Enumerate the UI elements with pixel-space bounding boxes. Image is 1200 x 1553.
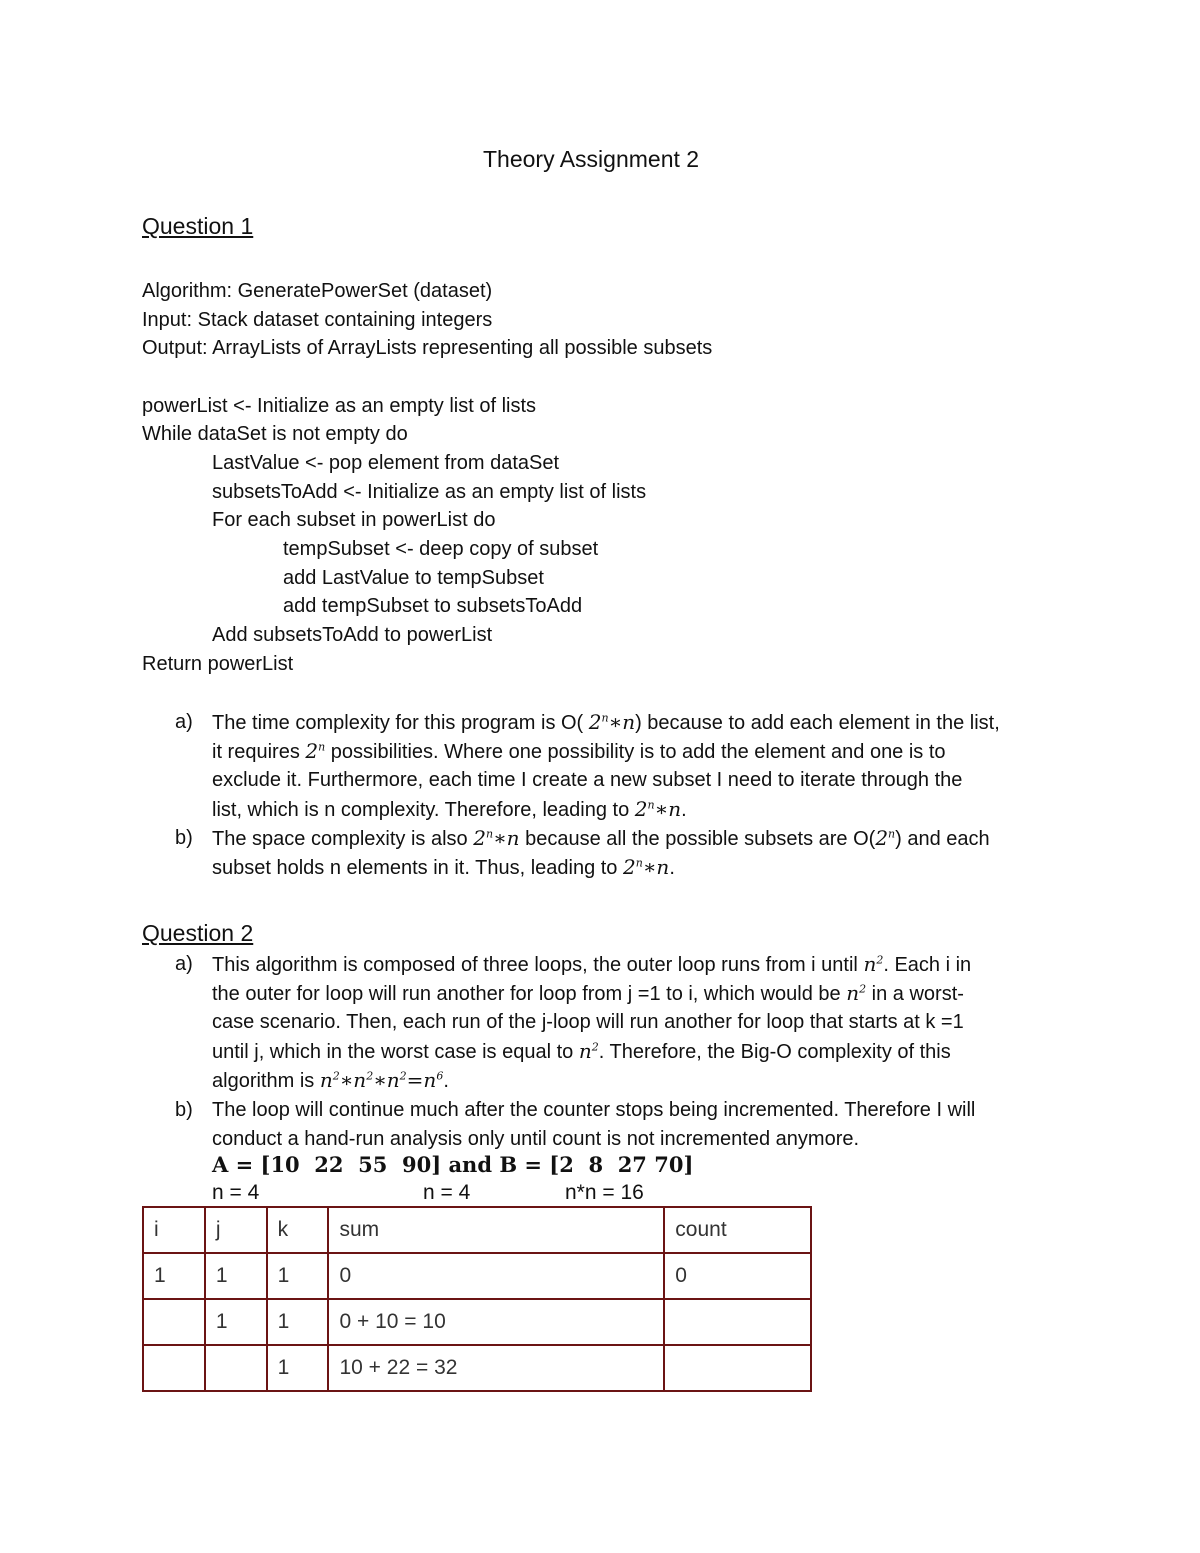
document-title: Theory Assignment 2 <box>483 146 700 172</box>
table-cell: 1 <box>267 1345 329 1391</box>
table-cell <box>664 1299 811 1345</box>
q2-answer-a-line: This algorithm is composed of three loops, the outer loop runs from i until $n^2$. Each i in <box>212 952 972 976</box>
q1-answer-a-line: list, which is n complexity. Therefore, leading to 2$^n$∗n. <box>212 797 687 821</box>
pseudocode-line: add tempSubset to subsetsToAdd <box>283 595 583 617</box>
table-header-cell: i <box>143 1207 205 1253</box>
q1-answer-a-line: exclude it. Furthermore, each time I create a new subset I need to iterate through the <box>212 769 963 791</box>
table-row <box>143 1253 811 1299</box>
table-cell: 1 <box>205 1299 267 1345</box>
pseudocode-line: subsetsToAdd <- Initialize as an empty list of lists <box>212 481 647 503</box>
arrays-definition: A = [10 22 55 90] and B = [2 8 27 70] <box>212 1152 694 1177</box>
q1-answer-a-line: it requires 2$^n$ possibilities. Where one possibility is to add the element and one is to <box>212 739 946 763</box>
algorithm-line <box>142 277 492 305</box>
input-label: Input: <box>142 309 193 331</box>
list-marker: b) <box>175 827 193 849</box>
table-cell <box>143 1345 205 1391</box>
n-squared-value: n*n = 16 <box>565 1181 644 1204</box>
table-cell <box>205 1345 267 1391</box>
n-value-b: n = 4 <box>423 1181 471 1204</box>
q2-answer-b-line: The loop will continue much after the counter stops being incremented. Therefore I will <box>212 1099 976 1121</box>
math-expr: 2$^n$∗n <box>473 826 520 850</box>
q1-answer-b-line: The space complexity is also 2$^n$∗n because all the possible subsets are O(2$^n$) and each <box>212 826 990 850</box>
q1-answer-b-line: subset holds n elements in it. Thus, leading to 2$^n$∗n. <box>212 855 675 879</box>
pseudocode-line: While dataSet is not empty do <box>142 423 408 445</box>
q2-answer-b-line: conduct a hand-run analysis only until count is not incremented anymore. <box>212 1128 860 1150</box>
output-line <box>142 334 712 362</box>
table-header-cell: sum <box>328 1207 664 1253</box>
q2-answer-a-line: case scenario. Then, each run of the j-loop will run another for loop that starts at k =1 <box>212 1011 964 1033</box>
pseudocode-line: powerList <- Initialize as an empty list of lists <box>142 395 537 417</box>
table-row <box>143 1345 811 1391</box>
table-header-cell: k <box>267 1207 329 1253</box>
q2-answer-a-line: the outer for loop will run another for loop from j =1 to i, which would be $n^2$ in a worst- <box>212 981 964 1005</box>
input-value: Stack dataset containing integers <box>197 309 493 331</box>
math-expr: $n^2∗n^2∗n^2=n^6$ <box>319 1068 444 1092</box>
math-expr: 2$^n$∗n <box>623 855 670 879</box>
hand-run-table <box>142 1206 812 1392</box>
math-expr: $n^2$ <box>863 952 884 976</box>
pseudocode-line: tempSubset <- deep copy of subset <box>283 538 599 560</box>
algorithm-label: Algorithm: <box>142 280 233 302</box>
table-cell: 0 <box>328 1253 664 1299</box>
q2-answer-a-line: algorithm is $n^2∗n^2∗n^2=n^6$. <box>212 1068 449 1092</box>
output-value: ArrayLists of ArrayLists representing all possible subsets <box>212 337 713 359</box>
math-expr: 2$^n$∗n <box>634 797 682 821</box>
table-header-cell: count <box>664 1207 811 1253</box>
list-marker: a) <box>175 711 193 733</box>
math-expr: 2$^n$ <box>305 739 326 763</box>
table-cell: 1 <box>205 1253 267 1299</box>
table-header-cell: j <box>205 1207 267 1253</box>
table-cell: 0 <box>664 1253 811 1299</box>
table-row <box>143 1299 811 1345</box>
math-expr: 2$^n$∗n <box>588 710 636 734</box>
table-cell: 1 <box>143 1253 205 1299</box>
algorithm-value: GeneratePowerSet (dataset) <box>237 280 493 302</box>
input-line <box>142 306 492 334</box>
q1-answer-a-line: The time complexity for this program is O( 2$^n$∗n) because to add each element in the list, <box>212 710 1000 734</box>
question-1-heading: Question 1 <box>142 213 254 239</box>
table-cell: 1 <box>267 1253 329 1299</box>
pseudocode-line: LastValue <- pop element from dataSet <box>212 452 560 474</box>
pseudocode-line: Add subsetsToAdd to powerList <box>212 624 493 646</box>
pseudocode-line: For each subset in powerList do <box>212 509 496 531</box>
pseudocode-line: Return powerList <box>142 653 294 675</box>
math-expr: $n^2$ <box>846 981 867 1005</box>
n-value-a: n = 4 <box>212 1181 260 1204</box>
list-marker: b) <box>175 1099 193 1121</box>
question-2-heading: Question 2 <box>142 920 254 946</box>
table-header-row <box>143 1207 811 1253</box>
table-cell: 10 + 22 = 32 <box>328 1345 664 1391</box>
math-expr: $n^2$ <box>578 1039 599 1063</box>
pseudocode-line: add LastValue to tempSubset <box>283 567 544 589</box>
list-marker: a) <box>175 953 193 975</box>
table-cell: 1 <box>267 1299 329 1345</box>
math-expr: 2$^n$ <box>875 826 896 850</box>
table-cell <box>143 1299 205 1345</box>
table-cell <box>664 1345 811 1391</box>
output-label: Output: <box>142 337 208 359</box>
table-cell: 0 + 10 = 10 <box>328 1299 664 1345</box>
q2-answer-a-line: until j, which in the worst case is equal to $n^2$. Therefore, the Big-O complexity of this <box>212 1039 951 1063</box>
